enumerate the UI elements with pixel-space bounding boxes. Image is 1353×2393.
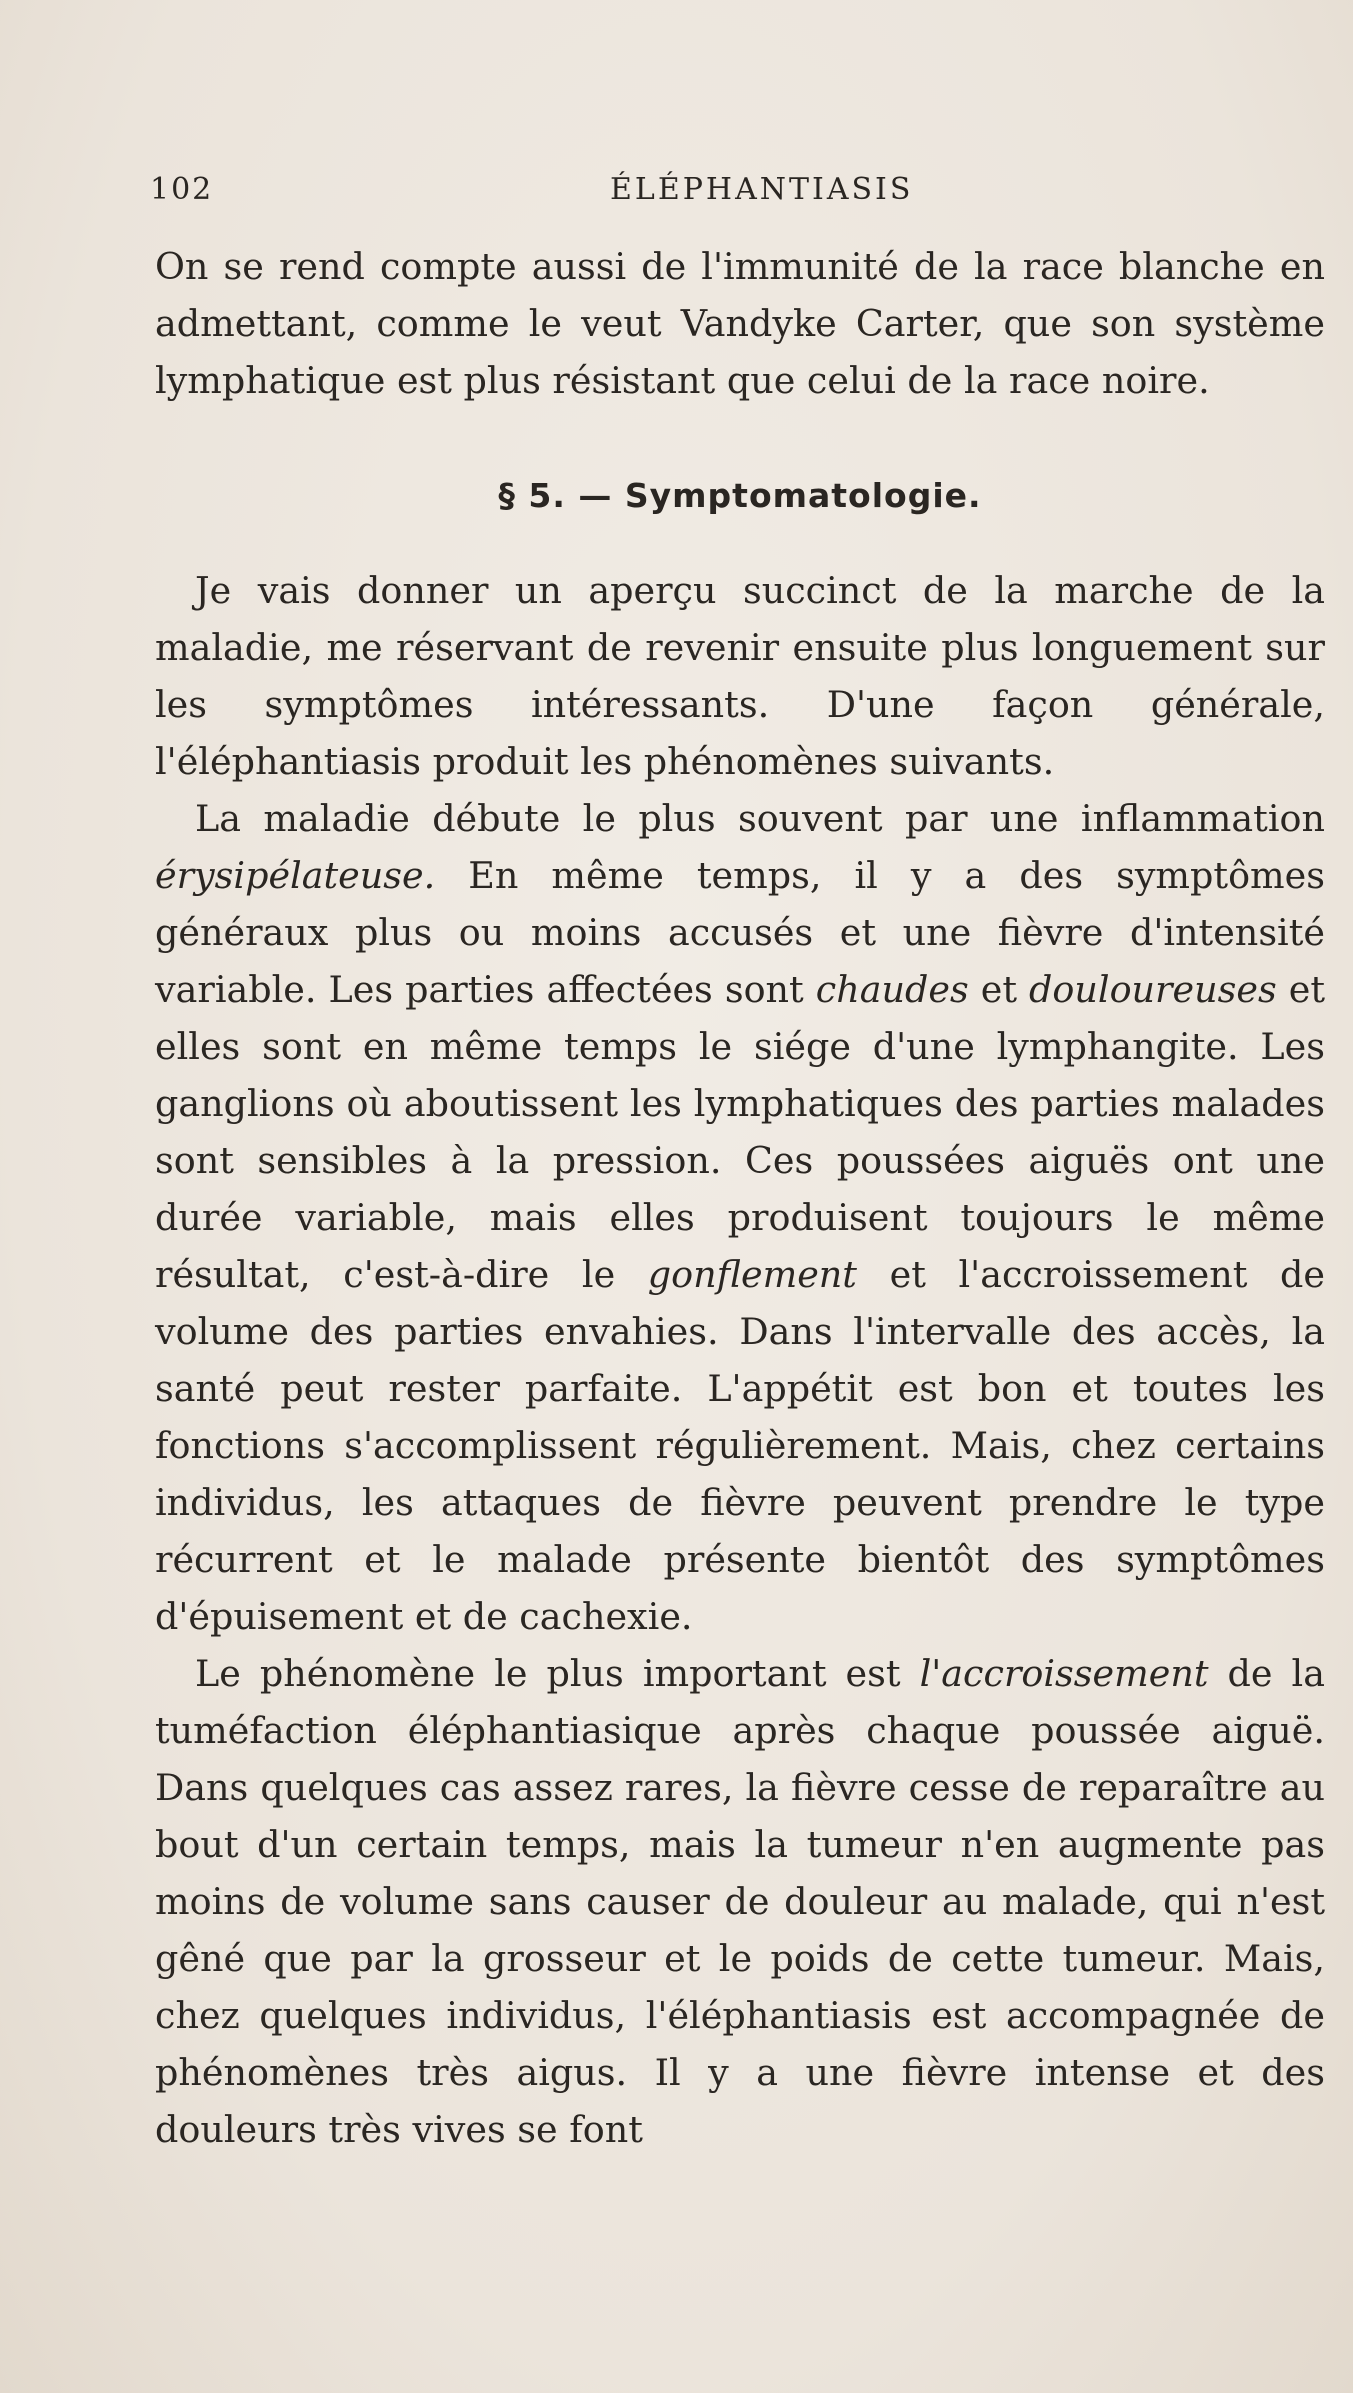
text-run: Le phénomène le plus important est [195, 1652, 920, 1695]
paragraph-immunity: On se rend compte aussi de l'immunité de la race blanche en admettant, comme le veut Vandyke Carter, que son système lymphatique est plus résistant que celui de la race noire. [155, 245, 1325, 402]
text-run: et elles sont en même temps le siége d'une lymphangite. Les ganglions où aboutissent les lymphatiques des parties malades sont sensibles à la pression. Ces poussées aiguës ont une durée variable, mais elles produisent toujours le même résultat, c'est-à-dire le [155, 968, 1325, 1296]
italic-term: gonflement [647, 1253, 857, 1296]
italic-term: érysipélateuse. [155, 854, 436, 897]
page-number: 102 [150, 172, 214, 207]
italic-term: l'accroissement [919, 1652, 1209, 1695]
paragraph-onset [155, 790, 1325, 1645]
text-run: et l'accroissement de volume des parties envahies. Dans l'intervalle des accès, la santé peut rester parfaite. L'appétit est bon et toutes les fonctions s'accomplissent régulièrement. Mais, chez certains individus, les attaques de fièvre peuvent prendre le type récurrent et le malade présente bientôt des symptômes d'épuisement et de cachexie. [155, 1253, 1325, 1638]
text-run: et [968, 968, 1030, 1011]
running-title: ÉLÉPHANTIASIS [610, 172, 914, 207]
italic-term: douloureuses [1029, 968, 1277, 1011]
body-text [155, 238, 1325, 2158]
text-run: En même temps, il y a des symptômes généraux plus ou moins accusés et une fièvre d'intensité variable. Les parties affectées sont [155, 854, 1325, 1011]
text-run: La maladie débute le plus souvent par une inflammation [195, 797, 1325, 840]
italic-term: chaudes [815, 968, 969, 1011]
paragraph-growth [155, 1645, 1325, 2158]
section-heading: § 5. — Symptomatologie. [498, 476, 982, 515]
running-head [150, 172, 1330, 212]
paragraph-overview: Je vais donner un aperçu succinct de la marche de la maladie, me réservant de revenir ensuite plus longuement sur les symptômes intéressants. D'une façon générale, l'éléphantiasis produit les phénomènes suivants. [155, 569, 1325, 783]
text-run: de la tuméfaction éléphantiasique après chaque poussée aiguë. Dans quelques cas assez rares, la fièvre cesse de reparaître au bout d'un certain temps, mais la tumeur n'en augmente pas moins de volume sans causer de douleur au malade, qui n'est gêné que par la grosseur et le poids de cette tumeur. Mais, chez quelques individus, l'éléphantiasis est accompagnée de phénomènes très aigus. Il y a une fièvre intense et des douleurs très vives se font [155, 1652, 1325, 2151]
